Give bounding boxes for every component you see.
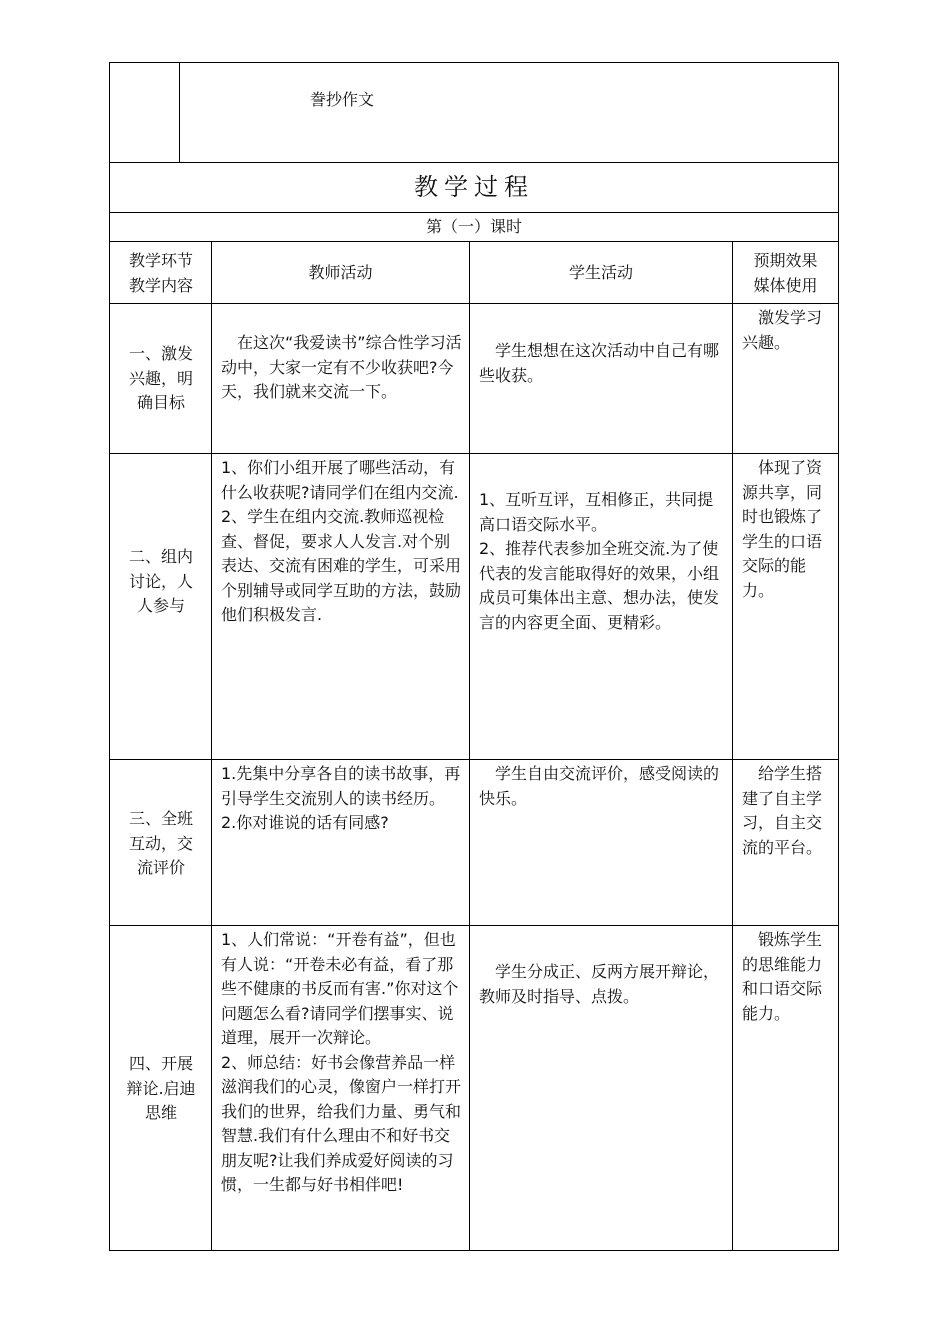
row3-student: 学生自由交流评价，感受阅读的快乐。 [479,764,720,808]
row2-teacher: 1、你们小组开展了哪些活动，有什么收获呢?请同学们在组内交流. 2、学生在组内交流.教师巡视检查、督促，要求人人发言.对个别表达、交流有困难的学生，可采用个别辅导或同学互助的方法，鼓励他们积极发言. [221,458,462,624]
row4-stage: 四、开展 辩论.启迪 思维 [126,1054,196,1122]
row4-effect: 锻炼学生的思维能力和口语交际能力。 [742,930,823,1023]
row2-student: 1、互听互评，互相修正，共同提高口语交际水平。 2、推荐代表参加全班交流.为了使代表的发言能取得好的效果，小组成员可集体出主意、想办法，使发言的内容更全面、更精彩。 [479,490,720,632]
row2-effect: 体现了资源共享，同时也锻炼了学生的口语交际的能力。 [742,458,823,600]
period-label: 第（一）课时 [425,217,522,236]
row4-teacher: 1、人们常说：“开卷有益”，但也有人说：“开卷未必有益，看了那些不健康的书反而有害.”你对这个问题怎么看?请同学们摆事实、说道理，展开一次辩论。 2、师总结：好书会像营养品一样滋润我们的心灵，像窗户一样打开我们的世界，给我们力量、勇气和智慧.我们有什么理由不和好书交朋友呢?让我们养成爱好阅读的习惯，一生都与好书相伴吧! [221,930,462,1194]
row1-effect: 激发学习兴趣。 [742,308,823,352]
header-teacher: 教师活动 [308,263,373,282]
row4-student: 学生分成正、反两方展开辩论，教师及时指导、点拨。 [479,962,720,1006]
row3-teacher: 1.先集中分享各自的读书故事，再引导学生交流别人的读书经历。 2.你对谁说的话有同感? [221,764,461,832]
row3-effect: 给学生搭建了自主学习，自主交流的平台。 [742,764,823,857]
header-student: 学生活动 [568,263,633,282]
row3-stage: 三、全班 互动，交 流评价 [128,809,193,877]
top-row-text: 誊抄作文 [310,90,375,109]
row1-stage: 一、激发 兴趣，明 确目标 [128,344,193,412]
section-title: 教学过程 [414,173,534,201]
row2-stage: 二、组内 讨论，人 人参与 [128,547,193,615]
header-effect: 预期效果 媒体使用 [753,251,818,295]
row1-teacher: 在这次“我爱读书”综合性学习活动中，大家一定有不少收获吧?今天，我们就来交流一下。 [221,333,462,401]
header-stage: 教学环节 教学内容 [128,251,193,295]
row1-student: 学生想想在这次活动中自己有哪些收获。 [479,341,720,385]
